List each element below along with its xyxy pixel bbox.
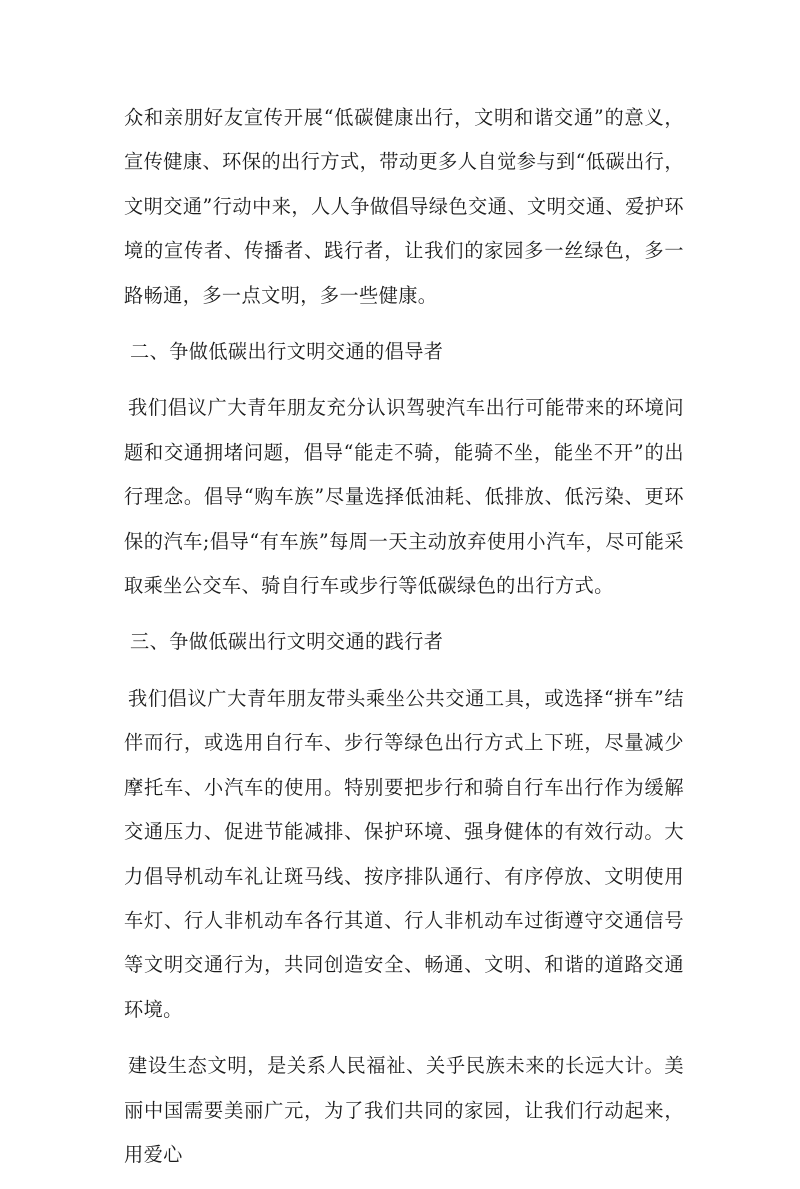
document-body — [124, 96, 684, 1189]
section-heading-advocate: 二、争做低碳出行文明交通的倡导者 — [130, 340, 444, 364]
section-heading-practitioner: 三、争做低碳出行文明交通的践行者 — [130, 630, 444, 654]
paragraph-continuation: 众和亲朋好友宣传开展“低碳健康出行，文明和谐交通”的意义，宣传健康、环保的出行方式，带动更多人自觉参与到“低碳出行，文明交通”行动中来，人人争做倡导绿色交通、文明交通、爱护环境的宣传者、传播者、践行者，让我们的家园多一丝绿色，多一路畅通，多一点文明，多一些健康。 — [124, 106, 684, 307]
paragraph-advocate: 我们倡议广大青年朋友充分认识驾驶汽车出行可能带来的环境问题和交通拥堵问题，倡导“能走不骑，能骑不坐，能坐不开”的出行理念。倡导“购车族”尽量选择低油耗、低排放、低污染、更环保的汽车;倡导“有车族”每周一天主动放弃使用小汽车，尽可能采取乘坐公交车、骑自行车或步行等低碳绿色的出行方式。 — [124, 396, 684, 598]
paragraph-closing: 建设生态文明，是关系人民福祉、关乎民族未来的长远大计。美丽中国需要美丽广元，为了我们共同的家园，让我们行动起来，用爱心 — [124, 1054, 684, 1166]
paragraph-practitioner: 我们倡议广大青年朋友带头乘坐公共交通工具，或选择“拼车”结伴而行，或选用自行车、步行等绿色出行方式上下班，尽量减少摩托车、小汽车的使用。特别要把步行和骑自行车出行作为缓解交通压力、促进节能减排、保护环境、强身健体的有效行动。大力倡导机动车礼让斑马线、按序排队通行、有序停放、文明使用车灯、行人非机动车各行其道、行人非机动车过街遵守交通信号等文明交通行为，共同创造安全、畅通、文明、和谐的道路交通环境。 — [124, 686, 684, 1021]
